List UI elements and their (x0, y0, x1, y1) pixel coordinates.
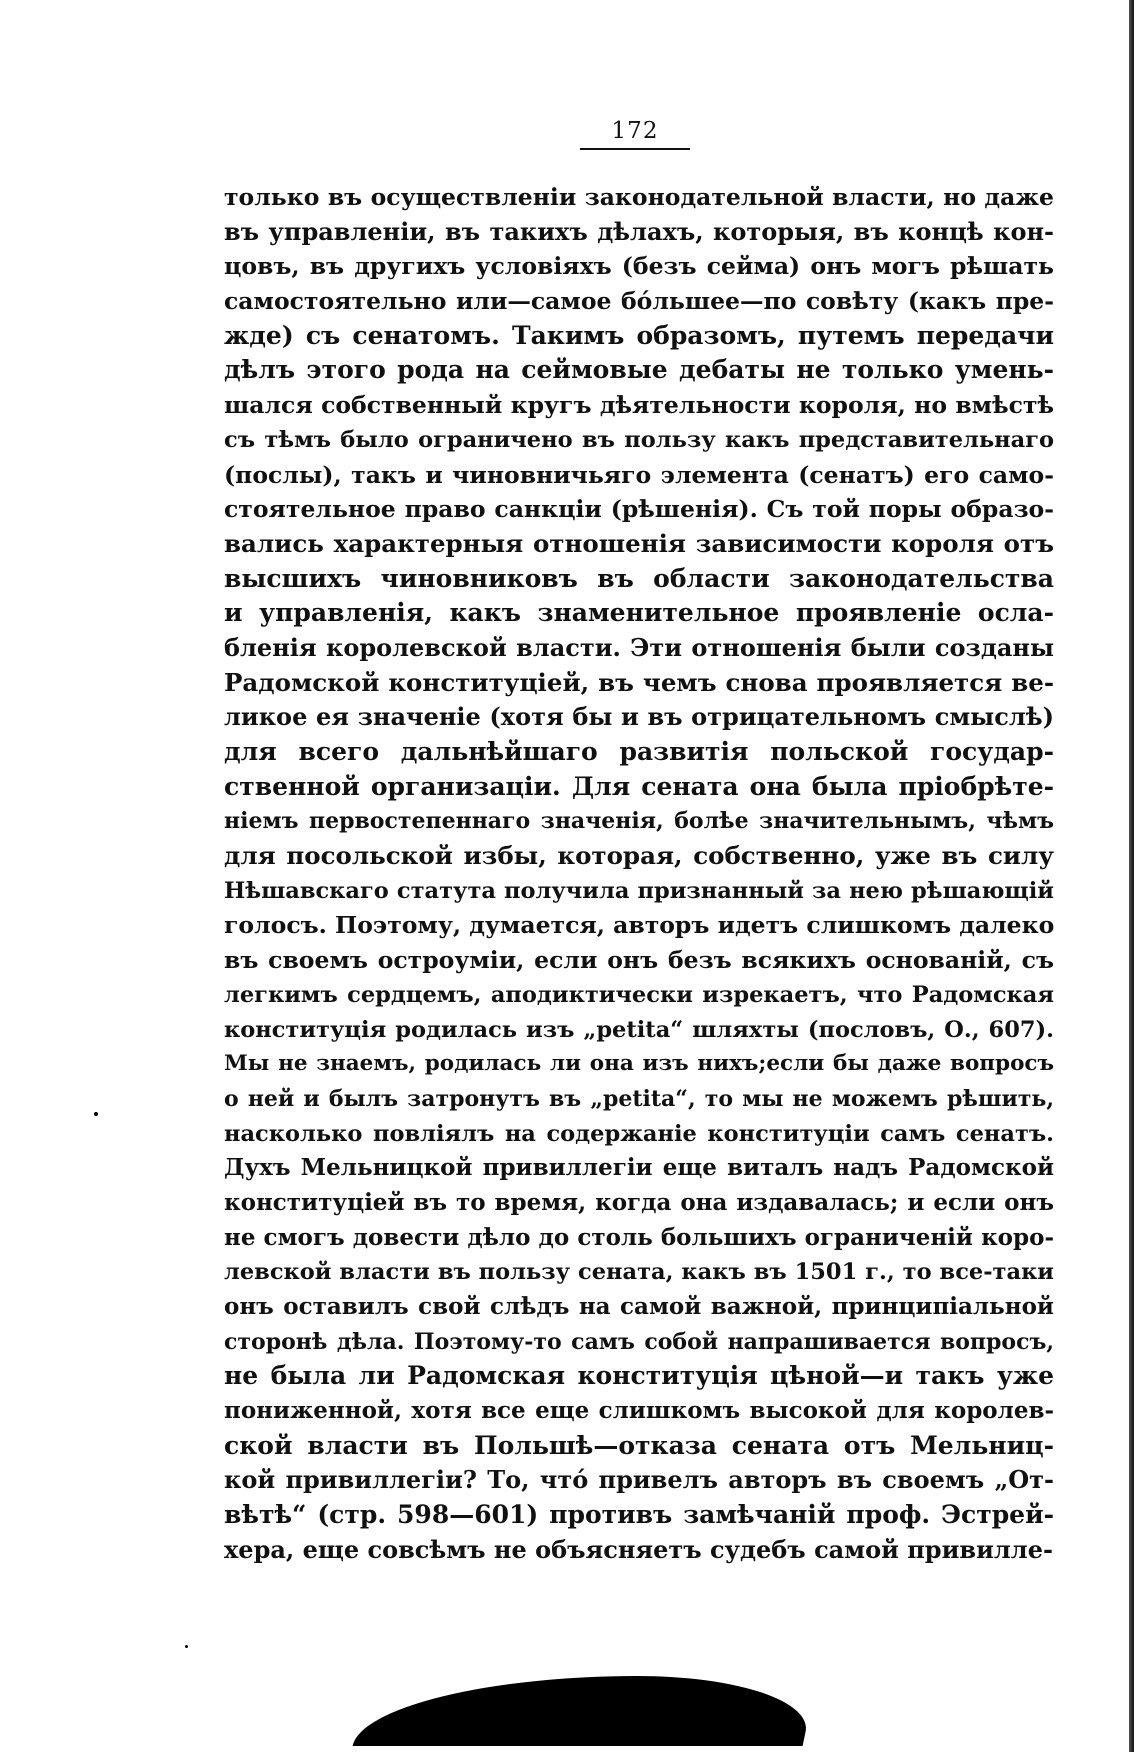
text-line: самостоятельно или—самое бо́льшее—по совѣту (какъ пре- (224, 287, 1054, 316)
text-line: ской власти въ Польшѣ—отказа сената отъ Мельниц- (224, 1430, 1054, 1460)
ink-smudge (353, 1676, 818, 1746)
page-edge-shadow (1129, 0, 1134, 1752)
text-line: онъ оставилъ свой слѣдъ на самой важной, принципіальной (224, 1293, 1054, 1320)
text-line: съ тѣмъ было ограничено въ пользу какъ представительнаго (224, 426, 1054, 453)
text-line: конституція родилась изъ „petita“ шляхты (пословъ, О., 607). (224, 1016, 1054, 1043)
ink-speck (800, 1735, 803, 1745)
text-line: Духъ Мельницкой привиллегіи еще виталъ надъ Радомской (224, 1154, 1054, 1182)
text-line: пониженной, хотя все еще слишкомъ высокой для королев- (224, 1397, 1054, 1425)
text-line: сторонѣ дѣла. Поэтому-то самъ собой напрашивается вопросъ, (224, 1328, 1054, 1355)
page-number: 172 (580, 118, 690, 150)
body-text (224, 180, 1054, 1568)
text-line: насколько повліялъ на содержаніе конституціи самъ сенатъ. (224, 1120, 1054, 1147)
text-line: ніемъ первостепеннаго значенія, болѣе значительнымъ, чѣмъ (224, 808, 1054, 835)
ink-speck (185, 1645, 188, 1648)
text-line: и управленія, какъ знаменительное проявленіе осла- (224, 598, 1054, 628)
text-line: Радомской конституціей, въ чемъ снова проявляется ве- (224, 667, 1054, 697)
text-line: цовъ, въ другихъ условіяхъ (безъ сейма) онъ могъ рѣшать (224, 252, 1054, 281)
text-line: ственной организаціи. Для сената она была пріобрѣте- (224, 771, 1054, 801)
text-line: не была ли Радомская конституція цѣной—и такъ уже (224, 1361, 1054, 1391)
text-line: высшихъ чиновниковъ въ области законодательства (224, 563, 1054, 593)
text-line: для всего дальнѣйшаго развитія польской государ- (224, 737, 1054, 766)
text-line: (послы), такъ и чиновничьяго элемента (сенатъ) его само- (224, 460, 1054, 489)
text-line: кой привиллегіи? То, что́ привелъ авторъ въ своемъ „От- (224, 1465, 1054, 1495)
text-line: шался собственный кругъ дѣятельности короля, но вмѣстѣ (224, 391, 1054, 420)
text-line: вались характерныя отношенія зависимости короля отъ (224, 528, 1054, 558)
text-line: левской власти въ пользу сената, какъ въ 1501 г., то все-таки (224, 1259, 1054, 1286)
text-line: голосъ. Поэтому, думается, авторъ идетъ слишкомъ далеко (224, 911, 1055, 940)
text-line: конституціей въ то время, когда она издавалась; и если онъ (224, 1188, 1054, 1216)
text-line: для посольской избы, которая, собственно, уже въ силу (224, 841, 1054, 871)
text-line: ликое ея значеніе (хотя бы и въ отрицательномъ смыслѣ) (224, 702, 1054, 732)
text-line: вѣтѣ“ (стр. 598—601) противъ замѣчаній проф. Эстрей- (224, 1500, 1054, 1530)
text-line: хера, еще совсѣмъ не объясняетъ судебъ самой привилле- (224, 1534, 1053, 1564)
text-line: о ней и былъ затронутъ въ „petita“, то мы не можемъ рѣшить, (224, 1085, 1054, 1112)
ink-speck (94, 1112, 98, 1116)
text-line: только въ осуществленіи законодательной власти, но даже (224, 183, 1054, 211)
text-line: Мы не знаемъ, родилась ли она изъ нихъ;если бы даже вопросъ (224, 1051, 1054, 1077)
text-line: не смогъ довести дѣло до столь большихъ ограниченій коро- (224, 1223, 1054, 1251)
text-line: жде) съ сенатомъ. Такимъ образомъ, путемъ передачи (224, 320, 1054, 350)
text-line: въ своемъ остроуміи, если онъ безъ всякихъ основаній, съ (224, 946, 1054, 975)
text-line: въ управленіи, въ такихъ дѣлахъ, которыя, въ концѣ кон- (224, 216, 1054, 246)
text-line: дѣлъ этого рода на сеймовые дебаты не только умень- (224, 355, 1054, 385)
text-line: легкимъ сердцемъ, аподиктически изрекаетъ, что Радомская (224, 981, 1054, 1008)
text-line: бленія королевской власти. Эти отношенія были созданы (224, 632, 1054, 662)
text-line: стоятельное право санкціи (рѣшенія). Съ той поры образо- (224, 495, 1054, 524)
text-line: Нѣшавскаго статута получила признанный за нею рѣшающій (224, 877, 1054, 904)
